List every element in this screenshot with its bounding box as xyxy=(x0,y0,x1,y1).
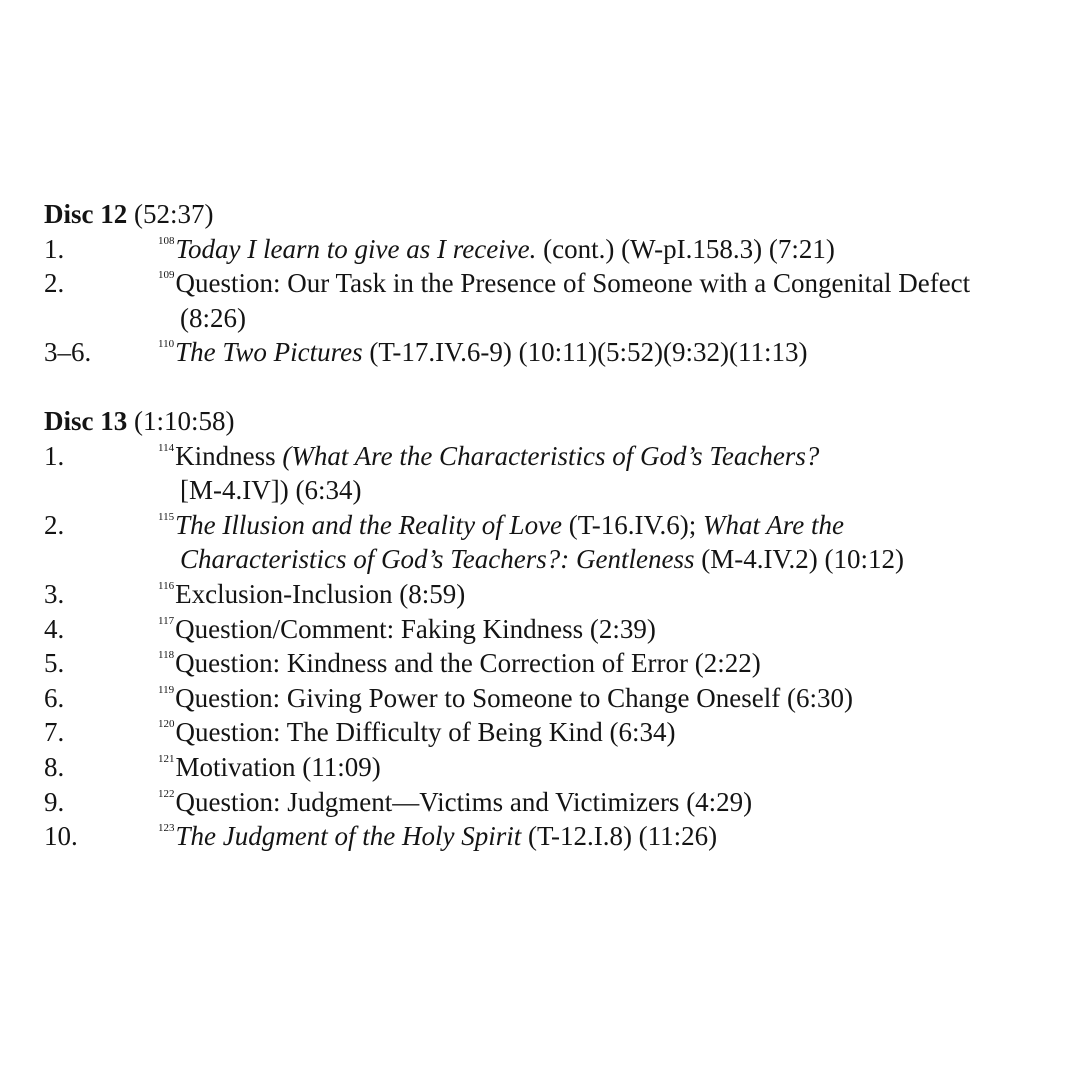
track-line xyxy=(158,439,1054,474)
track-item xyxy=(44,612,1054,647)
track-reference-number: 110 xyxy=(158,338,175,351)
track-title-italic: The Illusion and the Reality of Love xyxy=(175,509,563,540)
track-title-italic: The Two Pictures xyxy=(175,337,363,368)
track-line-continuation xyxy=(158,473,1054,508)
track-text: (T-12.I.8) (11:26) xyxy=(521,821,718,852)
track-line xyxy=(158,681,1054,716)
track-text: Question: Kindness and the Correction of Error (2:22) xyxy=(175,648,761,679)
track-line xyxy=(158,750,1054,785)
track-title-italic: Today I learn to give as I receive. xyxy=(175,233,537,264)
track-line-continuation xyxy=(158,542,1054,577)
disc-title: Disc 12 xyxy=(44,199,128,229)
track-item xyxy=(44,715,1054,750)
track-reference-number: 114 xyxy=(158,441,175,454)
track-item xyxy=(44,335,1054,370)
track-text: [M-4.IV]) (6:34) xyxy=(180,475,362,506)
track-title-italic: What Are the xyxy=(703,509,845,540)
track-line xyxy=(158,785,1054,820)
track-line xyxy=(158,819,1054,854)
track-text: Question: Judgment—Victims and Victimizers (4:29) xyxy=(175,786,753,817)
track-number: 9. xyxy=(44,786,65,817)
track-line xyxy=(158,232,1054,267)
track-number: 3. xyxy=(44,578,65,609)
track-number: 8. xyxy=(44,751,65,782)
track-reference-number: 122 xyxy=(158,787,175,800)
track-number: 4. xyxy=(44,613,65,644)
track-number: 3–6. xyxy=(44,337,92,368)
track-number: 2. xyxy=(44,268,65,299)
track-reference-number: 108 xyxy=(158,234,175,247)
track-line xyxy=(158,646,1054,681)
disc-duration: (52:37) xyxy=(127,199,214,229)
disc-heading xyxy=(44,197,1054,232)
track-reference-number: 109 xyxy=(158,269,175,282)
track-reference-number: 117 xyxy=(158,614,175,627)
track-line xyxy=(158,715,1054,750)
track-text: (M-4.IV.2) (10:12) xyxy=(694,544,904,575)
track-item xyxy=(44,785,1054,820)
track-item xyxy=(44,681,1054,716)
track-line xyxy=(158,335,1054,370)
track-item xyxy=(44,577,1054,612)
track-text: Kindness xyxy=(175,440,283,471)
track-text: (T-16.IV.6); xyxy=(562,509,704,540)
track-item xyxy=(44,439,1054,508)
track-item xyxy=(44,266,1054,335)
track-item xyxy=(44,232,1054,267)
track-number: 1. xyxy=(44,233,65,264)
track-reference-number: 116 xyxy=(158,579,175,592)
track-text: (8:26) xyxy=(180,302,246,333)
track-line xyxy=(158,266,1054,301)
track-number: 5. xyxy=(44,648,65,679)
disc-section xyxy=(44,404,1054,854)
track-listing xyxy=(44,197,1054,888)
track-text: (cont.) (W-pI.158.3) (7:21) xyxy=(536,233,835,264)
track-title-italic: The Judgment of the Holy Spirit xyxy=(175,821,522,852)
track-number: 7. xyxy=(44,717,65,748)
track-line xyxy=(158,612,1054,647)
track-text: Exclusion-Inclusion (8:59) xyxy=(175,578,466,609)
track-number: 10. xyxy=(44,821,78,852)
track-text: (T-17.IV.6-9) (10:11)(5:52)(9:32)(11:13) xyxy=(362,337,808,368)
track-text: Question: The Difficulty of Being Kind (6:34) xyxy=(175,717,676,748)
disc-duration: (1:10:58) xyxy=(127,405,235,436)
disc-heading xyxy=(44,404,1054,439)
track-reference-number: 119 xyxy=(158,683,175,696)
track-text: Motivation (11:09) xyxy=(175,751,381,782)
track-number: 6. xyxy=(44,682,65,713)
track-title-italic: (What Are the Characteristics of God’s Teachers? xyxy=(282,440,820,471)
track-reference-number: 121 xyxy=(158,752,175,765)
track-number: 1. xyxy=(44,440,65,471)
track-line-continuation xyxy=(158,301,1054,336)
track-text: Question: Our Task in the Presence of Someone with a Congenital Defect xyxy=(175,268,971,299)
track-line xyxy=(158,508,1054,543)
track-text: Question: Giving Power to Someone to Change Oneself (6:30) xyxy=(175,682,853,713)
track-item xyxy=(44,819,1054,854)
track-number: 2. xyxy=(44,509,65,540)
track-item xyxy=(44,750,1054,785)
track-reference-number: 118 xyxy=(158,649,175,662)
disc-title: Disc 13 xyxy=(44,405,128,436)
track-reference-number: 123 xyxy=(158,822,175,835)
track-reference-number: 120 xyxy=(158,718,175,731)
track-item xyxy=(44,646,1054,681)
track-reference-number: 115 xyxy=(158,510,175,523)
track-text: Question/Comment: Faking Kindness (2:39) xyxy=(175,613,656,644)
track-item xyxy=(44,508,1054,577)
track-line xyxy=(158,577,1054,612)
track-title-italic: Characteristics of God’s Teachers?: Gentleness xyxy=(180,544,695,575)
disc-section xyxy=(44,197,1054,370)
